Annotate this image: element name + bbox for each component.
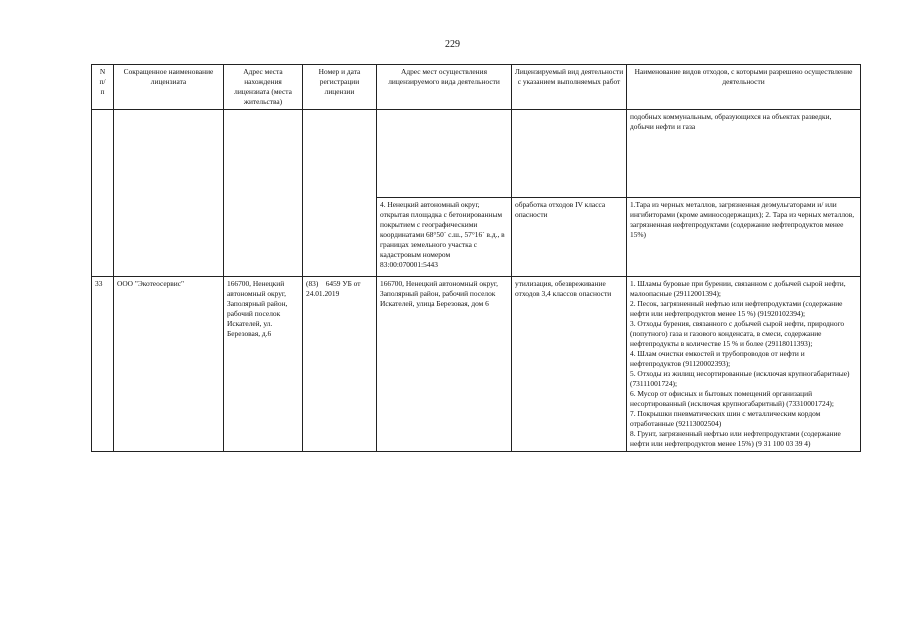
header-activity-address: Адрес мест осуществления лицензируемого вида деятельности [377, 65, 512, 110]
cell-location-empty [224, 110, 303, 277]
cell-row33-number: 33 [92, 277, 114, 452]
cell-row33-name: ООО "Экотеосервис" [114, 277, 224, 452]
table-row [92, 277, 861, 452]
cell-row33-waste-list [627, 277, 861, 452]
cell-row33-address: 166700, Ненецкий автономный округ, Заполярный район, рабочий поселок Искателей, улица Березовая, дом 6 [377, 277, 512, 452]
cell-license-empty [303, 110, 377, 277]
header-licensee-location: Адрес места нахождения лицензиата (места жительства) [224, 65, 303, 110]
waste-item: 4. Шлам очистки емкостей и трубопроводов от нефти и нефтепродуктов (91120002393); [630, 349, 805, 368]
waste-item: 7. Покрышки пневматических шин с металлическим кордом отработанные (92113002504) [630, 409, 821, 428]
waste-item: 3. Отходы бурения, связанного с добычей сырой нефти, природного (попутного) газа и газового конденсата, в смеси, содержание нефтепродукты в количестве 15 % и более (29118011393); [630, 319, 845, 348]
cell-row33-location: 166700, Ненецкий автономный округ, Заполярный район, рабочий поселок Искателей, ул. Березовая, д.6 [224, 277, 303, 452]
cell-activity-empty [512, 110, 627, 198]
table-row [92, 110, 861, 198]
page-number: 229 [445, 39, 460, 50]
header-activity-type: Лицензируемый вид деятельности с указанием выполняемых работ [512, 65, 627, 110]
header-licensee-name: Сокращенное наименование лицензиата [114, 65, 224, 110]
cell-row33-license: (83) 6459 УБ от 24.01.2019 [303, 277, 377, 452]
cell-site4-waste: 1.Тара из черных металлов, загрязненная деэмульгаторами и/ или ингибиторами (кроме аминосодержащих); 2. Тара из черных металлов, загрязненная нефтепродуктами (содержание нефтепродуктов менее 15%) [627, 198, 861, 277]
header-number: N п/ п [92, 65, 114, 110]
waste-item: 2. Песок, загрязненный нефтью или нефтепродуктами (содержание нефти или нефтепродуктов менее 15 %) (91920102394); [630, 299, 843, 318]
waste-item: 5. Отходы из жилищ несортированные (исключая крупногабаритные) (73111001724); [630, 369, 850, 388]
cell-site4-activity: обработка отходов IV класса опасности [512, 198, 627, 277]
cell-site4-address: 4. Ненецкий автономный округ, открытая площадка с бетонированным покрытием с географическими координатами 68°50´ с.ш., 57°16´ в.д., в границах земельного участка с кадастровым номером 83:00:070001:5443 [377, 198, 512, 277]
cell-row33-activity: утилизация, обезвреживание отходов 3,4 классов опасности [512, 277, 627, 452]
table-header-row [92, 65, 861, 110]
cell-address-empty [377, 110, 512, 198]
header-license-number-date: Номер и дата регистрации лицензии [303, 65, 377, 110]
cell-number-empty [92, 110, 114, 277]
license-registry-table [91, 64, 861, 452]
cell-name-empty [114, 110, 224, 277]
waste-item: 6. Мусор от офисных и бытовых помещений организаций несортированный (исключая крупногабаритный) (73310001724); [630, 389, 834, 408]
waste-item: 8. Грунт, загрязненный нефтью или нефтепродуктами (содержание нефти или нефтепродуктов менее 15%) (9 31 100 03 39 4) [630, 429, 841, 448]
cell-waste-continuation: подобных коммунальным, образующихся на объектах разведки, добычи нефти и газа [627, 110, 861, 198]
waste-item: 1. Шламы буровые при бурении, связанном с добычей сырой нефти, малоопасные (29112001394); [630, 279, 846, 298]
header-waste-types: Наименование видов отходов, с которыми разрешено осуществление деятельности [627, 65, 861, 110]
